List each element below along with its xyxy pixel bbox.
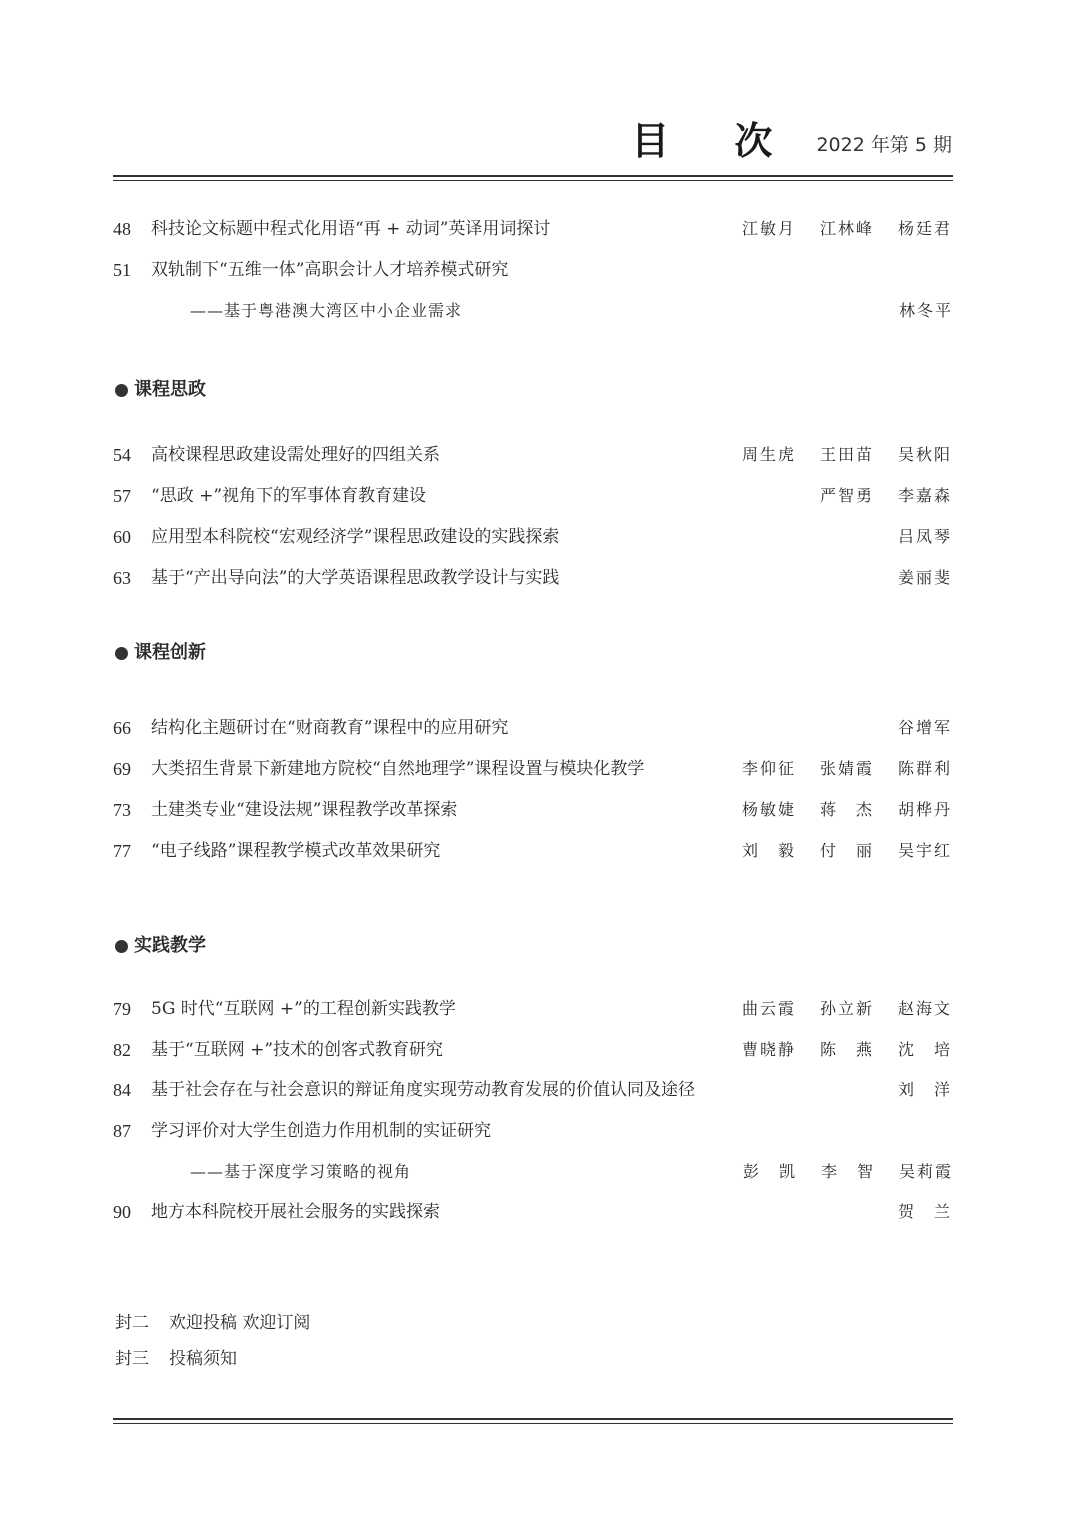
entry-subtitle: ——基于粤港澳大湾区中小企业需求 xyxy=(190,301,463,320)
toc-header xyxy=(631,118,952,164)
entry-authors xyxy=(898,563,952,593)
entry-title: 土建类专业“建设法规”课程教学改革探索 xyxy=(151,800,458,820)
cover-text: 投稿须知 xyxy=(169,1349,237,1369)
author: 刘 洋 xyxy=(897,1080,952,1099)
author: 曲云霞 xyxy=(741,999,796,1018)
author: 陈 燕 xyxy=(819,1040,874,1059)
entry-title: 科技论文标题中程式化用语“再 + 动词”英译用词探讨 xyxy=(151,219,551,239)
author: 谷增军 xyxy=(897,718,952,737)
entry-title: 应用型本科院校“宏观经济学”课程思政建设的实践探索 xyxy=(151,527,560,547)
bullet-icon xyxy=(115,940,128,953)
toc-entry[interactable] xyxy=(113,563,958,593)
page-number: 77 xyxy=(113,841,131,861)
section-heading xyxy=(115,638,206,668)
entry-title: 地方本科院校开展社会服务的实践探索 xyxy=(151,1202,440,1222)
cover-label: 封二 xyxy=(115,1313,149,1333)
entry-title: 基于“互联网 +”技术的创客式教育研究 xyxy=(151,1040,444,1060)
author: 胡桦丹 xyxy=(897,800,952,819)
top-rule xyxy=(113,175,953,181)
entry-authors xyxy=(899,296,953,326)
page-number: 63 xyxy=(113,568,131,588)
entry-title: “电子线路”课程教学模式改革效果研究 xyxy=(151,841,441,861)
author: 李嘉森 xyxy=(897,486,952,505)
cover-label: 封三 xyxy=(115,1349,149,1369)
entry-authors xyxy=(898,1197,952,1227)
entry-title: 基于社会存在与社会意识的辩证角度实现劳动教育发展的价值认同及途径 xyxy=(151,1080,695,1100)
entry-title: 大类招生背景下新建地方院校“自然地理学”课程设置与模块化教学 xyxy=(151,759,645,779)
section-title: 实践教学 xyxy=(134,935,206,956)
entry-authors xyxy=(820,481,952,511)
entry-title: 双轨制下“五维一体”高职会计人才培养模式研究 xyxy=(151,260,509,280)
entry-subtitle: ——基于深度学习策略的视角 xyxy=(190,1162,412,1181)
page-number: 57 xyxy=(113,486,131,506)
cover-text: 欢迎投稿 欢迎订阅 xyxy=(169,1313,311,1333)
page-number: 87 xyxy=(113,1121,131,1141)
author: 林冬平 xyxy=(898,301,953,320)
entry-authors xyxy=(742,440,952,470)
toc-entry[interactable] xyxy=(113,1116,958,1146)
entry-authors xyxy=(742,795,952,825)
page-number: 73 xyxy=(113,800,131,820)
author: 严智勇 xyxy=(819,486,874,505)
toc-entry[interactable] xyxy=(113,836,958,866)
toc-entry[interactable] xyxy=(113,1197,958,1227)
entry-title: 5G 时代“互联网 +”的工程创新实践教学 xyxy=(151,999,456,1019)
section-title: 课程创新 xyxy=(134,642,206,663)
toc-entry[interactable] xyxy=(113,795,958,825)
author: 江敏月 xyxy=(741,219,796,238)
toc-entry[interactable] xyxy=(113,214,958,244)
author: 李 智 xyxy=(820,1162,875,1181)
toc-entry[interactable] xyxy=(113,522,958,552)
entry-title: 高校课程思政建设需处理好的四组关系 xyxy=(151,445,440,465)
entry-title: 基于“产出导向法”的大学英语课程思政教学设计与实践 xyxy=(151,568,560,588)
author: 曹晓静 xyxy=(741,1040,796,1059)
entry-authors xyxy=(742,836,952,866)
author: 贺 兰 xyxy=(897,1202,952,1221)
section-title: 课程思政 xyxy=(134,379,206,400)
author: 吴宇红 xyxy=(897,841,952,860)
bullet-icon xyxy=(115,647,128,660)
author: 杨敏婕 xyxy=(741,800,796,819)
entry-authors xyxy=(898,522,952,552)
entry-title: 结构化主题研讨在“财商教育”课程中的应用研究 xyxy=(151,718,509,738)
entry-authors xyxy=(898,713,952,743)
author: 李仰征 xyxy=(741,759,796,778)
author: 孙立新 xyxy=(819,999,874,1018)
page-number: 84 xyxy=(113,1080,131,1100)
entry-authors xyxy=(742,1035,952,1065)
author: 吴莉霞 xyxy=(898,1162,953,1181)
entry-authors xyxy=(743,1157,953,1187)
toc-entry[interactable] xyxy=(113,994,958,1024)
page-number: 54 xyxy=(113,445,131,465)
toc-entry[interactable] xyxy=(113,754,958,784)
author: 吴秋阳 xyxy=(897,445,952,464)
page-number: 48 xyxy=(113,219,131,239)
author: 江林峰 xyxy=(819,219,874,238)
entry-authors xyxy=(742,994,952,1024)
entry-authors xyxy=(742,214,952,244)
toc-entry[interactable] xyxy=(113,440,958,470)
author: 蒋 杰 xyxy=(819,800,874,819)
page-number: 66 xyxy=(113,718,131,738)
entry-authors xyxy=(898,1075,952,1105)
bottom-rule xyxy=(113,1418,953,1424)
issue-label: 2022 年第 5 期 xyxy=(816,134,952,156)
entry-title: 学习评价对大学生创造力作用机制的实证研究 xyxy=(151,1121,491,1141)
author: 沈 培 xyxy=(897,1040,952,1059)
toc-entry[interactable] xyxy=(113,1035,958,1065)
page-number: 90 xyxy=(113,1202,131,1222)
toc-entry[interactable] xyxy=(113,481,958,511)
section-heading xyxy=(115,375,206,405)
author: 姜丽斐 xyxy=(897,568,952,587)
page-number: 82 xyxy=(113,1040,131,1060)
author: 吕凤琴 xyxy=(897,527,952,546)
author: 张婧霞 xyxy=(819,759,874,778)
entry-authors xyxy=(742,754,952,784)
author: 王田苗 xyxy=(819,445,874,464)
cover-note xyxy=(115,1344,237,1374)
page-number: 79 xyxy=(113,999,131,1019)
cover-note xyxy=(115,1308,310,1338)
page-number: 51 xyxy=(113,260,131,280)
author: 刘 毅 xyxy=(741,841,796,860)
page-title: 目 次 xyxy=(631,118,799,163)
author: 彭 凯 xyxy=(742,1162,797,1181)
toc-entry[interactable] xyxy=(113,1075,958,1105)
section-heading xyxy=(115,931,206,961)
page-number: 60 xyxy=(113,527,131,547)
author: 赵海文 xyxy=(897,999,952,1018)
author: 周生虎 xyxy=(741,445,796,464)
author: 陈群利 xyxy=(897,759,952,778)
toc-entry[interactable] xyxy=(113,255,958,285)
bullet-icon xyxy=(115,384,128,397)
toc-entry[interactable] xyxy=(113,713,958,743)
author: 付 丽 xyxy=(819,841,874,860)
author: 杨廷君 xyxy=(897,219,952,238)
page-number: 69 xyxy=(113,759,131,779)
entry-title: “思政 +”视角下的军事体育教育建设 xyxy=(151,486,427,506)
